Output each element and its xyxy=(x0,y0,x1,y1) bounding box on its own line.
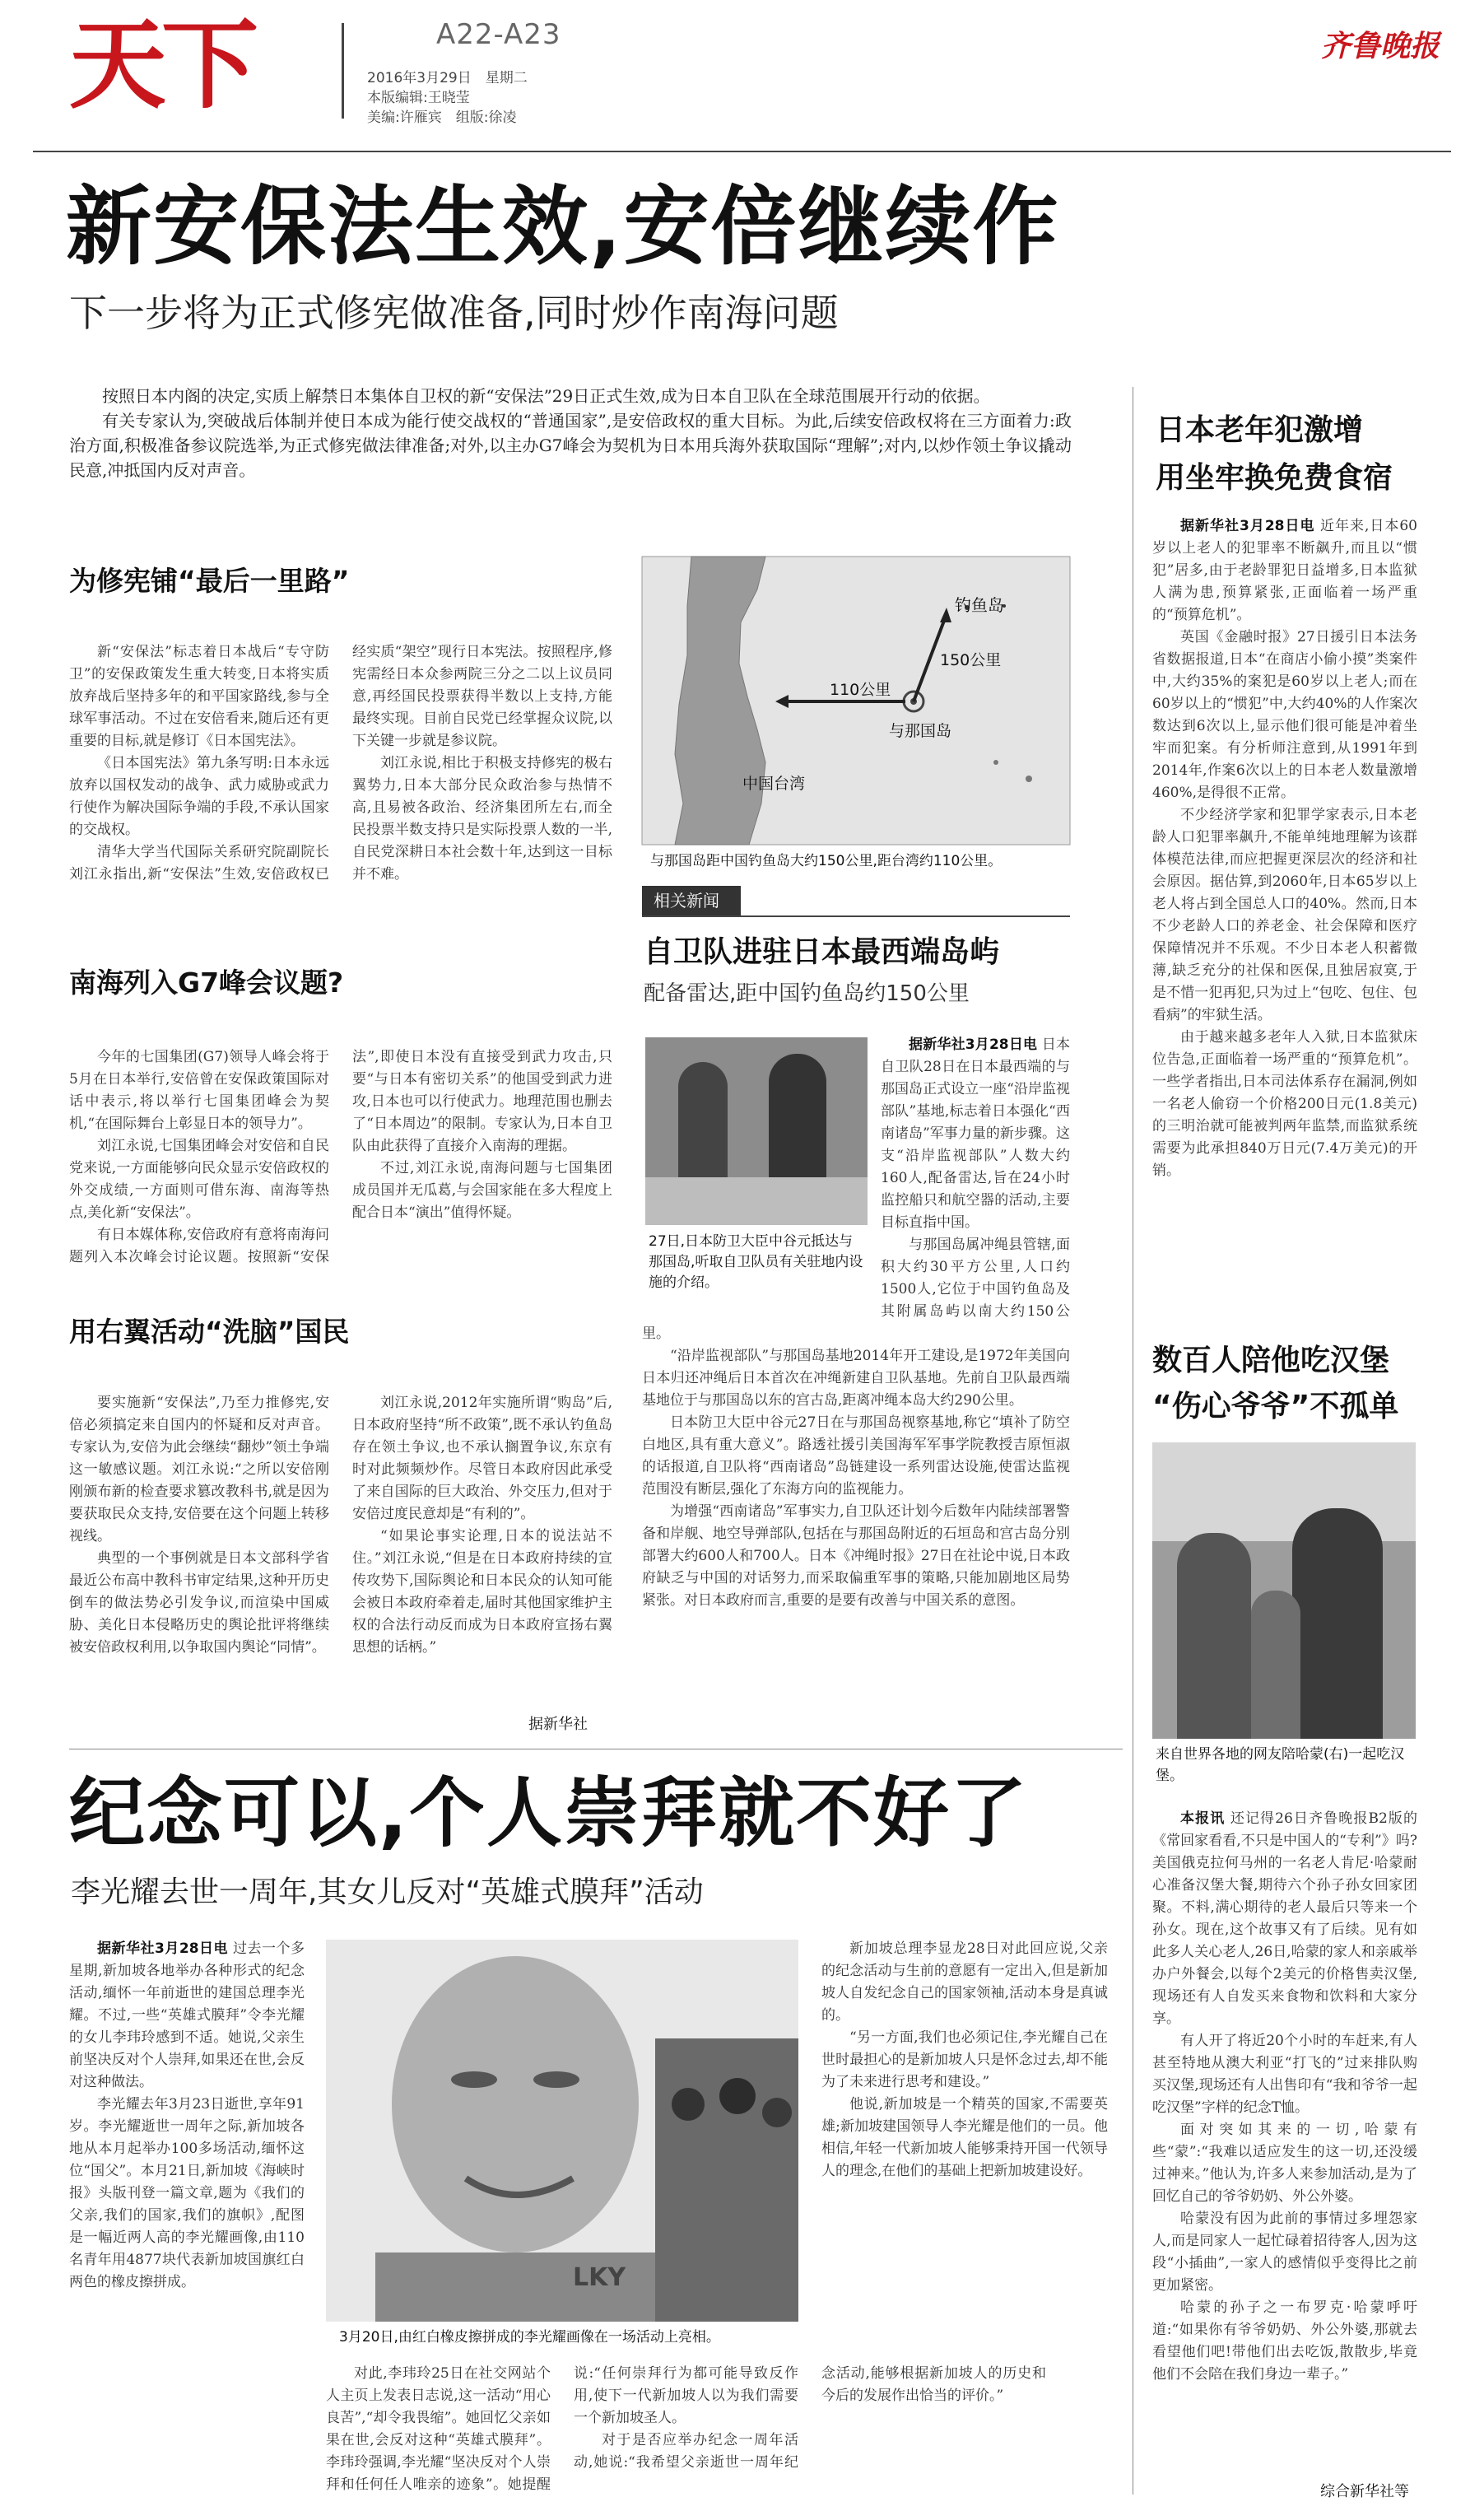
section-2-paragraph: 有日本媒体称,安倍政府有意将南海问题列入本次峰会讨论议题。按照新“安保法”,即使日本没有直接受到武力攻击,只要“与日本有密切关系”的他国受到武力进攻,日本也可以行使武力。地理范围也删去了“日本周边”的限制。专家认为,日本自卫队由此获得了直接介入南海的理据。 xyxy=(69,1049,612,1265)
lky-paragraph: 对此,李玮玲25日在社交网站个人主页上发表日志说,这一活动“用心良苦”,“却令我畏缩”。她回忆父亲如果在世,会反对这种“英雄式膜拜”。李玮玲强调,李光耀“坚决反对个人崇拜和任何任人唯亲的迹象”。她提醒说:“任何崇拜行为都可能导致反作用,使下一代新加坡人以为我们需要一个新加坡圣人。 xyxy=(326,2365,798,2493)
lky-col-2-3 xyxy=(326,2363,1046,2508)
crowd-person-head xyxy=(762,2098,792,2127)
burger-paragraph: 面对突如其来的一切,哈蒙有些“蒙”:“我难以适应发生的这一切,还没缓过神来。”他认为,许多人来参加活动,是为了回忆自己的爷爷奶奶、外公外婆。 xyxy=(1152,2122,1417,2205)
elderly-paragraph-text: 近年来,日本60岁以上老人的犯罪率不断飙升,而且以“惯犯”居多,由于老龄罪犯日益增多,日本监狱人满为患,预算紧张,正面临着一场严重的“预算危机”。 xyxy=(1152,518,1417,623)
crowd-person-head xyxy=(672,2088,705,2121)
lky-col-4 xyxy=(821,1938,1108,2506)
lky-paragraph: 他说,新加坡是一个精英的国家,不需要英雄;新加坡建国领导人李光耀是他们的一员。他相信,年轻一代新加坡人能够秉持开国一代领导人的理念,在他们的基础上把新加坡建设好。 xyxy=(821,2096,1108,2179)
section-3-body xyxy=(69,1392,612,1738)
lead-intro-p1: 按照日本内阁的决定,实质上解禁日本集体自卫权的新“安保法”29日正式生效,成为日本自卫队在全球范围展开行动的依据。 xyxy=(102,386,990,406)
portrait-pixel-art xyxy=(326,1940,798,2322)
lky-paragraph-text: 过去一个多星期,新加坡各地举办各种形式的纪念活动,缅怀一年前逝世的建国总理李光耀。不过,一些“英雄式膜拜”令李光耀的女儿李玮玲感到不适。她说,父亲生前坚决反对个人崇拜,如果还在世,会反对这种做法。 xyxy=(69,1940,305,2090)
photo-table xyxy=(645,1177,868,1225)
related-dateline: 据新华社3月28日电 xyxy=(909,1037,1038,1053)
portrait-lky-mark: LKY xyxy=(573,2263,626,2292)
portrait-face xyxy=(392,1956,639,2252)
map-label-110: 110公里 xyxy=(830,681,891,699)
burger-photo xyxy=(1152,1442,1416,1739)
burger-byline: 综合新华社等 xyxy=(1315,2480,1409,2501)
portrait-shoulders xyxy=(375,2252,672,2322)
lky-paragraph xyxy=(69,1938,305,2094)
lky-paragraph: 李光耀去年3月23日逝世,享年91岁。李光耀逝世一周年之际,新加坡各地从本月起举办100多场活动,缅怀这位“国父”。本月21日,新加坡《海峡时报》头版刊登一篇文章,题为《我们的父亲,我们的国家,我们的旗帜》,配图是一幅近两人高的李光耀画像,由110名青年用4877块代表新加坡国旗红白两色的橡皮擦拼成。 xyxy=(69,2096,305,2290)
lky-paragraph: 新加坡总理李显龙28日对此回应说,父亲的纪念活动与生前的意愿有一定出入,但是新加坡人自发纪念自己的国家领袖,活动本身是真诚的。 xyxy=(821,1940,1108,2024)
elderly-body xyxy=(1152,515,1417,1339)
burger-headline-l2: “伤心爷爷”不孤单 xyxy=(1152,1390,1399,1423)
lky-dateline: 据新华社3月28日电 xyxy=(97,1940,229,1957)
section-3-byline: 据新华社 xyxy=(522,1712,588,1734)
masthead-date: 2016年3月29日 星期二 xyxy=(367,70,528,86)
section-3-paragraph: 要实施新“安保法”,乃至力推修宪,安倍必须搞定来自国内的怀疑和反对声音。专家认为,安倍为此会继续“翻炒”领土争端这一敏感议题。刘江永说:“之所以安倍刚刚颁布新的检查要求篡改教科书,就是因为要获取民众支持,安倍要在这个问题上转移视线。 xyxy=(69,1395,329,1544)
page-range: A22-A23 xyxy=(436,18,561,51)
lky-paragraph: “另一方面,我们也必须记住,李光耀自己在世时最担心的是新加坡人只是怀念过去,却不能为了未来进行思考和建设。” xyxy=(821,2029,1108,2090)
photo-person xyxy=(1292,1508,1383,1739)
burger-paragraph: 有人开了将近20个小时的车赶来,有人甚至特地从澳大利亚“打飞的”过来排队购买汉堡,现场还有人出售印有“我和爷爷一起吃汉堡”字样的纪念T恤。 xyxy=(1152,2033,1417,2116)
lead-headline: 新安保法生效,安倍继续作 xyxy=(66,176,1060,277)
related-subhead: 配备雷达,距中国钓鱼岛约150公里 xyxy=(644,981,970,1006)
related-photo-caption: 27日,日本防卫大臣中谷元抵达与那国岛,听取自卫队员有关驻地内设施的介绍。 xyxy=(649,1233,863,1291)
crowd-person-head xyxy=(719,2078,756,2114)
lky-col-2-3-body xyxy=(326,2363,1046,2508)
portrait-eye xyxy=(451,2071,497,2088)
lky-paragraph: 对于是否应举办纪念一周年活动,她说:“我希望父亲逝世一周年纪念活动,能够根据新加坡人的历史和今后的发展作出恰当的评价。” xyxy=(574,2365,1046,2471)
masthead-rule xyxy=(33,151,1451,152)
lky-photo-caption: 3月20日,由红白橡皮擦拼成的李光耀画像在一场活动上亮相。 xyxy=(339,2329,720,2346)
map-figure xyxy=(642,557,1070,878)
related-paragraph: 日本防卫大臣中谷元27日在与那国岛视察基地,称它“填补了防空白地区,具有重大意义”。路透社援引美国海军军事学院教授吉原恒淑的话报道,自卫队将“西南诸岛”岛链建设一系列雷达设施,使雷达监视范围没有断层,强化了东海方向的监视能力。 xyxy=(642,1414,1070,1498)
elderly-headline-l1: 日本老年犯激增 xyxy=(1156,413,1364,447)
section-2-paragraph: 刘江永说,七国集团峰会对安倍和自民党来说,一方面能够向民众显示安倍政权的外交成绩,一方面则可借东海、南海等热点,美化新“安保法”。 xyxy=(69,1138,329,1221)
section-1-heading: 为修宪铺“最后一里路” xyxy=(69,565,350,597)
burger-paragraph: 哈蒙没有因为此前的事情过多埋怨家人,而是同家人一起忙碌着招待客人,因为这段“小插曲”,一家人的感情似乎变得比之前更加紧密。 xyxy=(1152,2211,1417,2294)
map-caption: 与那国岛距中国钓鱼岛大约150公里,距台湾约110公里。 xyxy=(650,853,1003,869)
burger-body xyxy=(1152,1808,1417,2483)
related-body xyxy=(642,1034,1070,1732)
section-2-paragraph: 不过,刘江永说,南海问题与七国集团成员国并无瓜葛,与会国家能在多大程度上配合日本“演出”值得怀疑。 xyxy=(352,1160,612,1221)
related-photo-box xyxy=(642,1034,872,1318)
related-top-rule xyxy=(642,915,1070,917)
map-label-taiwan: 中国台湾 xyxy=(742,775,806,793)
defense-minister-photo xyxy=(645,1037,868,1225)
burger-headline-l1: 数百人陪他吃汉堡 xyxy=(1152,1344,1390,1377)
related-headline: 自卫队进驻日本最西端岛屿 xyxy=(644,935,1000,969)
lead-subhead: 下一步将为正式修宪做准备,同时炒作南海问题 xyxy=(69,291,839,335)
section-1-body xyxy=(69,641,612,962)
map-label-150: 150公里 xyxy=(940,651,1002,669)
section-3-paragraph: 典型的一个事例就是日本文部科学省最近公布高中教科书审定结果,这种开历史倒车的做法势必引发争议,而渲染中国威胁、美化日本侵略历史的舆论批评将继续被安倍政权利用,以争取国内舆论“同情”。 xyxy=(69,1550,329,1656)
related-paragraph: 与那国岛属冲绳县管辖,面积大约30平方公里,人口约1500人,它位于中国钓鱼岛及其附属岛屿以南大约150公里。 xyxy=(642,1237,1070,1342)
elderly-paragraph: 英国《金融时报》27日援引日本法务省数据报道,日本“在商店小偷小摸”类案件中,大约35%的案犯是60岁以上老人;而在60岁以上的“惯犯”中,大约40%的人作案次数达到6次以上,显示他们很可能是冲着坐牢而犯案。有分析师注意到,从1991年到2014年,作案6次以上的日本老人数量激增460%,是得很不正常。 xyxy=(1152,629,1417,801)
elderly-paragraph: 由于越来越多老年人入狱,日本监狱床位告急,正面临着一场严重的“预算危机”。一些学者指出,日本司法体系存在漏洞,例如一名老人偷窃一个价格200日元(1.8美元)的三明治就可能被判两年监禁,而监狱系统需要为此承担840万日元(7.4万美元)的开销。 xyxy=(1152,1029,1417,1179)
section-2-heading: 南海列入G7峰会议题? xyxy=(69,967,344,999)
lky-headline: 纪念可以,个人崇拜就不好了 xyxy=(69,1769,1028,1857)
masthead-design: 美编:许雁宾 组版:徐凌 xyxy=(367,109,517,126)
photo-person xyxy=(1177,1533,1251,1739)
related-paragraph: “沿岸监视部队”与那国岛基地2014年开工建设,是1972年美国向日本归还冲绳后日本首次在冲绳新建自卫队基地。先前自卫队最西端基地位于与那国岛以东的宫古岛,距离冲绳本岛大约290公里。 xyxy=(642,1348,1070,1409)
masthead-vertical-rule xyxy=(342,23,344,119)
section-3-heading: 用右翼活动“洗脑”国民 xyxy=(69,1316,350,1348)
section-1-paragraph: 清华大学当代国际关系研究院副院长刘江永指出,新“安保法”生效,安倍政权已经实质“架空”现行日本宪法。按照程序,修宪需经日本众参两院三分之二以上议员同意,再经国民投票获得半数以上支持,方能最终实现。目前自民党已经掌握众议院,以下关键一步就是参议院。 xyxy=(69,644,612,883)
portrait-eye xyxy=(533,2071,579,2088)
section-title: 天下 xyxy=(69,8,254,122)
elderly-paragraph xyxy=(1152,515,1417,627)
section-1-paragraph: 刘江永说,相比于积极支持修宪的极右翼势力,日本大部分民众政治参与热情不高,且易被各政治、经济集团所左右,而全民投票半数支持只是实际投票人数的一半,自民党深耕日本社会数十年,达到这一目标并不难。 xyxy=(352,755,612,883)
burger-photo-caption: 来自世界各地的网友陪哈蒙(右)一起吃汉堡。 xyxy=(1156,1746,1405,1784)
section-3-paragraph: “如果论事实论理,日本的说法站不住。”刘江永说,“但是在日本政府持续的宣传攻势下,国际舆论和日本民众的认知可能会被日本政府牵着走,届时其他国家维护主权的合法行动反而成为日本政府宣扬右翼思想的话柄。” xyxy=(352,1528,612,1656)
section-3 xyxy=(69,1311,612,1739)
section-3-paragraph: 刘江永说,2012年实施所谓“购岛”后,日本政府坚持“所不政策”,既不承认钓鱼岛存在领土争议,也不承认搁置争议,东京有时对此频频炒作。尽管日本政府因此承受了来自国际的巨大政治、外交压力,但对于安倍过度民意却是“有利的”。 xyxy=(352,1395,612,1522)
lead-intro xyxy=(69,384,1072,482)
elderly-headline-l2: 用坐牢换免费食宿 xyxy=(1156,461,1393,495)
crowd-area xyxy=(655,2038,798,2322)
burger-lead-label: 本报讯 xyxy=(1180,1810,1226,1827)
related-paragraph-text: 日本自卫队28日在日本最西端的与那国岛正式设立一座“沿岸监视部队”基地,标志着日本强化“西南诸岛”军事力量的新步骤。这支“沿岸监视部队”人数大约160人,配备雷达,旨在24小时监控船只和航空器的活动,主要目标直指中国。 xyxy=(881,1037,1071,1231)
lky-subhead: 李光耀去世一周年,其女儿反对“英雄式膜拜”活动 xyxy=(71,1875,704,1909)
islet-dot xyxy=(993,760,998,765)
islet-dot xyxy=(1026,776,1032,782)
related-paragraph: 为增强“西南诸岛”军事实力,自卫队还计划今后数年内陆续部署警备和岸舰、地空导弹部队,包括在与那国岛附近的石垣岛和宫古岛分别部署大约600人和700人。日本《冲绳时报》27日在社论中说,日本政府缺乏与中国的对话努力,而采取偏重军事的策略,只能加剧地区局势紧张。对日本政府而言,重要的是要有改善与中国关系的意图。 xyxy=(642,1503,1070,1609)
map-label-yonaguni: 与那国岛 xyxy=(889,722,952,740)
section-1-paragraph: 新“安保法”标志着日本战后“专守防卫”的安保政策发生重大转变,日本将实质放弃战后坚持多年的和平国家路线,参与全球军事活动。不过在安倍看来,随后还有更重要的目标,就是修订《日本国宪法》。 xyxy=(69,644,329,749)
map-graphic xyxy=(642,557,1070,845)
burger-paragraph: 哈蒙的孙子之一布罗克·哈蒙呼吁道:“如果你有爷爷奶奶、外公外婆,那就去看望他们吧!带他们出去吃饭,散散步,毕竟他们不会陪在我们身边一辈子。” xyxy=(1152,2299,1417,2383)
section-2 xyxy=(69,962,612,1307)
paper-logo: 齐鲁晚报 xyxy=(1321,29,1440,63)
section-2-body xyxy=(69,1046,612,1318)
section-1-paragraph: 《日本国宪法》第九条写明:日本永远放弃以国权发动的战争、武力威胁或武力行使作为解决国际争端的手段,不承认国家的交战权。 xyxy=(69,755,329,838)
section-1 xyxy=(69,560,612,948)
related-tag-text: 相关新闻 xyxy=(654,891,719,911)
lky-col-1 xyxy=(69,1938,305,2506)
section-2-paragraph: 今年的七国集团(G7)领导人峰会将于5月在日本举行,安倍曾在安保政策国际对话中表示,将以举行七国集团峰会为契机,“在国际舞台上彰显日本的领导力”。 xyxy=(69,1049,329,1132)
map-label-diaoyu: 钓鱼岛 xyxy=(955,595,1004,615)
burger-paragraph xyxy=(1152,1808,1417,2030)
masthead-editor: 本版编辑:王晓莹 xyxy=(367,90,470,106)
photo-person xyxy=(1251,1591,1300,1739)
elderly-dateline: 据新华社3月28日电 xyxy=(1180,518,1315,534)
masthead xyxy=(0,0,1484,156)
elderly-paragraph: 不少经济学家和犯罪学家表示,日本老龄人口犯罪率飙升,不能单纯地理解为该群体模范法律,而应把握更深层次的经济和社会原因。据估算,到2060年,日本65岁以上老人将占到全国总人口的40%。然而,日本不少老龄人口的养老金、社会保障和医疗保障情况并不乐观。不少日本老人积蓄微薄,缺乏充分的社保和医保,且独居寂寞,于是不惜一犯再犯,只为过上“包吃、包住、包看病”的牢狱生活。 xyxy=(1152,807,1417,1023)
lky-portrait-photo xyxy=(326,1940,798,2322)
lead-intro-p2: 有关专家认为,突破战后体制并使日本成为能行使交战权的“普通国家”,是安倍政权的重大目标。为此,后续安倍政权将在三方面着力:政治方面,积极准备参议院选举,为正式修宪做法律准备;对外,以主办G7峰会为契机为日本用兵海外获取国际“理解”;对内,以炒作领土争议撬动民意,冲抵国内反对声音。 xyxy=(69,411,1072,480)
burger-paragraph-text: 还记得26日齐鲁晚报B2版的《常回家看看,不只是中国人的“专利”》吗?美国俄克拉何马州的一名老人肯尼·哈蒙耐心准备汉堡大餐,期待六个孙子孙女回家团聚。不料,满心期待的老人最后只等来一个孙女。现在,这个故事又有了后续。见有如此多人关心老人,26日,哈蒙的家人和亲戚举办户外餐会,以每个2美元的价格售卖汉堡,现场还有人自发买来食物和饮料和大家分享。 xyxy=(1152,1810,1417,2027)
